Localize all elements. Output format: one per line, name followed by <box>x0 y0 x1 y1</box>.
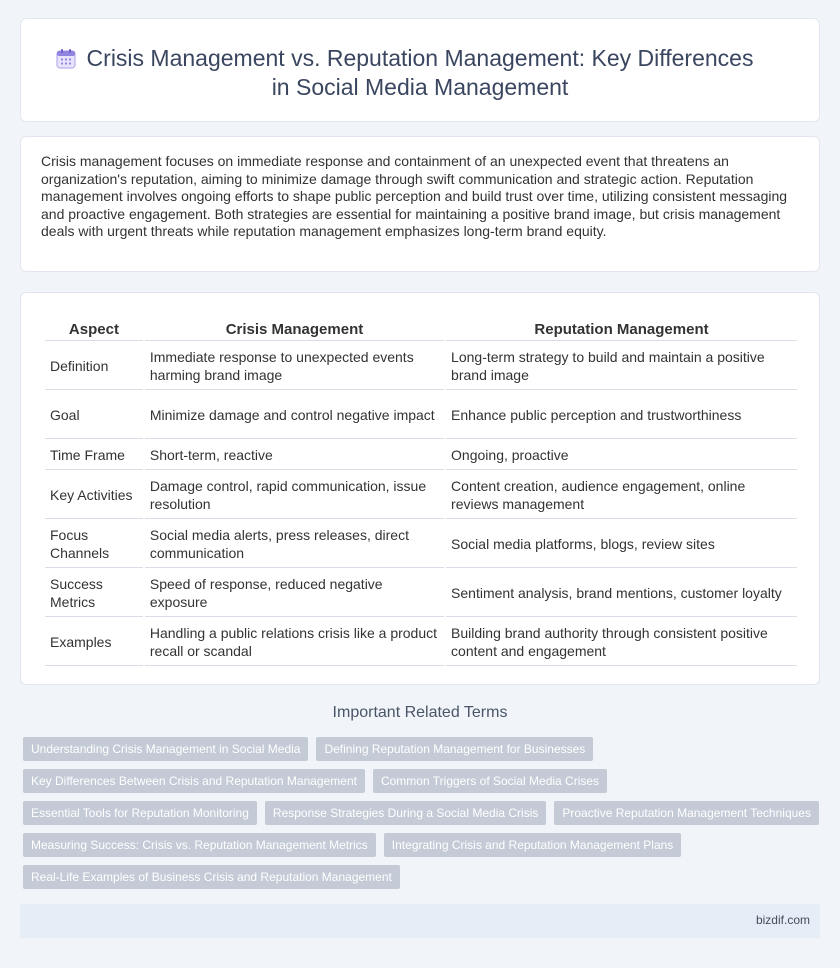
table-row <box>45 441 797 470</box>
cell-aspect: Goal <box>45 392 143 439</box>
cell-crisis: Social media alerts, press releases, direct communication <box>145 521 444 568</box>
cell-aspect: Time Frame <box>45 441 143 470</box>
cell-aspect: Focus Channels <box>45 521 143 568</box>
cell-reputation: Content creation, audience engagement, online reviews management <box>446 472 797 519</box>
cell-reputation: Ongoing, proactive <box>446 441 797 470</box>
cell-crisis: Speed of response, reduced negative exposure <box>145 570 444 617</box>
table-row <box>45 570 797 617</box>
table-row <box>45 619 797 666</box>
cell-reputation: Enhance public perception and trustworthiness <box>446 392 797 439</box>
related-term-tag[interactable]: Proactive Reputation Management Techniques <box>554 801 819 825</box>
header-reputation-management: Reputation Management <box>446 315 797 341</box>
table-row <box>45 521 797 568</box>
related-term-tag[interactable]: Key Differences Between Crisis and Reputation Management <box>23 769 365 793</box>
related-term-tag[interactable]: Defining Reputation Management for Businesses <box>316 737 593 761</box>
comparison-table <box>43 313 799 668</box>
footer <box>20 904 820 938</box>
page-title-line-1: Crisis Management vs. Reputation Management: Key Differences <box>86 45 754 71</box>
intro-paragraph: Crisis management focuses on immediate response and containment of an unexpected event that threatens an organization's reputation, aiming to minimize damage through swift communication and strategic action. Reputation management involves ongoing efforts to shape public perception and build trust over time, utilizing consistent messaging and proactive engagement. Both strategies are essential for maintaining a positive brand image, but crisis management deals with urgent threats while reputation management emphasizes long-term brand equity. <box>41 153 788 240</box>
header-aspect: Aspect <box>45 315 143 341</box>
related-term-tag[interactable]: Measuring Success: Crisis vs. Reputation Management Metrics <box>23 833 376 857</box>
related-terms-title: Important Related Terms <box>332 704 508 721</box>
cell-crisis: Handling a public relations crisis like a product recall or scandal <box>145 619 444 666</box>
related-term-tag[interactable]: Common Triggers of Social Media Crises <box>373 769 607 793</box>
cell-reputation: Social media platforms, blogs, review sites <box>446 521 797 568</box>
cell-reputation: Long-term strategy to build and maintain a positive brand image <box>446 343 797 390</box>
related-term-tag[interactable]: Essential Tools for Reputation Monitoring <box>23 801 257 825</box>
table-row <box>45 472 797 519</box>
related-term-tag[interactable]: Response Strategies During a Social Media Crisis <box>265 801 546 825</box>
cell-crisis: Immediate response to unexpected events harming brand image <box>145 343 444 390</box>
related-term-tag[interactable]: Integrating Crisis and Reputation Management Plans <box>384 833 682 857</box>
footer-site-name[interactable]: bizdif.com <box>755 913 810 927</box>
intro-card <box>20 136 820 272</box>
cell-aspect: Examples <box>45 619 143 666</box>
cell-aspect: Success Metrics <box>45 570 143 617</box>
related-terms-list <box>23 737 823 897</box>
page-title-line-2: in Social Media Management <box>271 74 569 100</box>
cell-crisis: Short-term, reactive <box>145 441 444 470</box>
page-title <box>21 44 819 102</box>
cell-aspect: Key Activities <box>45 472 143 519</box>
table-row <box>45 392 797 439</box>
table-header-row <box>45 315 797 341</box>
related-term-tag[interactable]: Understanding Crisis Management in Social Media <box>23 737 308 761</box>
related-term-tag[interactable]: Real-Life Examples of Business Crisis and Reputation Management <box>23 865 400 889</box>
cell-crisis: Damage control, rapid communication, issue resolution <box>145 472 444 519</box>
cell-crisis: Minimize damage and control negative impact <box>145 392 444 439</box>
comparison-card <box>20 292 820 685</box>
cell-aspect: Definition <box>45 343 143 390</box>
cell-reputation: Sentiment analysis, brand mentions, customer loyalty <box>446 570 797 617</box>
header-crisis-management: Crisis Management <box>145 315 444 341</box>
cell-reputation: Building brand authority through consistent positive content and engagement <box>446 619 797 666</box>
table-row <box>45 343 797 390</box>
header-card <box>20 18 820 122</box>
